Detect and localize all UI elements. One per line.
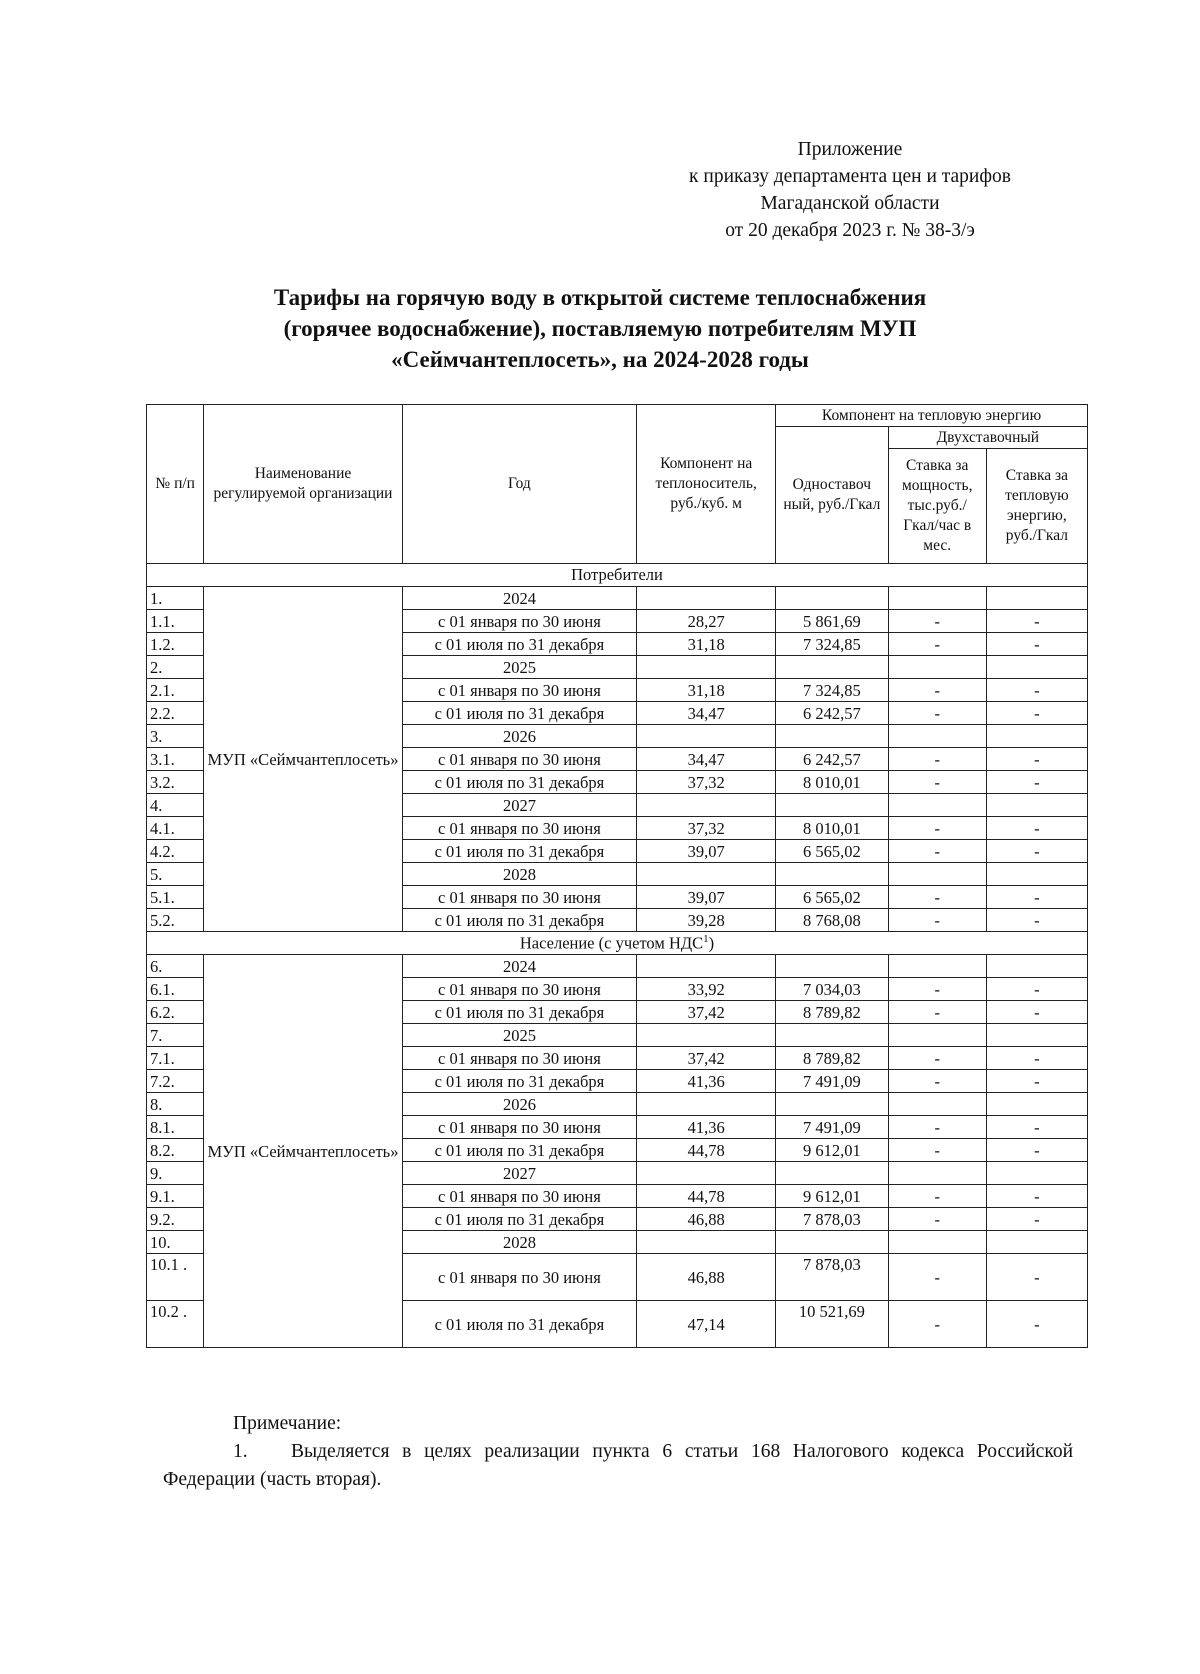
one-rate-value — [776, 587, 889, 610]
row-number: 9.1. — [147, 1185, 204, 1208]
year-label: 2026 — [402, 725, 637, 748]
appendix-header — [600, 136, 1100, 244]
energy-rate-value — [986, 656, 1087, 679]
row-number: 4.2. — [147, 840, 204, 863]
carrier-value — [637, 863, 776, 886]
period-label: с 01 июля по 31 декабря — [402, 1139, 637, 1162]
carrier-value — [637, 656, 776, 679]
carrier-value: 37,42 — [637, 1001, 776, 1024]
period-label: с 01 июля по 31 декабря — [402, 1208, 637, 1231]
appendix-line: Приложение — [797, 139, 903, 160]
energy-rate-value: - — [986, 633, 1087, 656]
row-number: 3.2. — [147, 771, 204, 794]
one-rate-value — [776, 1024, 889, 1047]
period-label: с 01 июля по 31 декабря — [402, 633, 637, 656]
one-rate-value: 7 034,03 — [776, 978, 889, 1001]
energy-rate-value — [986, 1162, 1087, 1185]
energy-rate-value: - — [986, 1047, 1087, 1070]
header-energy-component: Компонент на тепловую энергию — [776, 405, 1088, 427]
one-rate-value: 10 521,69 — [776, 1301, 889, 1348]
energy-rate-value — [986, 955, 1087, 978]
one-rate-value: 7 491,09 — [776, 1070, 889, 1093]
period-label: с 01 июля по 31 декабря — [402, 702, 637, 725]
capacity-rate-value: - — [888, 748, 986, 771]
energy-rate-value: - — [986, 1301, 1087, 1348]
energy-rate-value: - — [986, 702, 1087, 725]
energy-rate-value: - — [986, 771, 1087, 794]
organization-name: МУП «Сеймчантеплосеть» — [204, 955, 402, 1348]
one-rate-value: 6 242,57 — [776, 702, 889, 725]
row-number: 1. — [147, 587, 204, 610]
period-label: с 01 января по 30 июня — [402, 1116, 637, 1139]
row-number: 8.2. — [147, 1139, 204, 1162]
carrier-value — [637, 1093, 776, 1116]
year-label: 2024 — [402, 587, 637, 610]
year-label: 2027 — [402, 794, 637, 817]
period-label: с 01 июля по 31 декабря — [402, 1301, 637, 1348]
document-title — [150, 282, 1050, 375]
one-rate-value: 7 878,03 — [776, 1254, 889, 1301]
row-number: 4.1. — [147, 817, 204, 840]
year-label: 2028 — [402, 1231, 637, 1254]
carrier-value: 39,07 — [637, 840, 776, 863]
energy-rate-value: - — [986, 1139, 1087, 1162]
header-two-rate: Двухставочный — [888, 427, 1087, 449]
one-rate-value: 5 861,69 — [776, 610, 889, 633]
carrier-value: 34,47 — [637, 748, 776, 771]
capacity-rate-value: - — [888, 633, 986, 656]
one-rate-value: 8 010,01 — [776, 771, 889, 794]
capacity-rate-value — [888, 656, 986, 679]
capacity-rate-value: - — [888, 679, 986, 702]
one-rate-value: 8 789,82 — [776, 1001, 889, 1024]
row-number: 6.1. — [147, 978, 204, 1001]
carrier-value — [637, 955, 776, 978]
row-number: 8.1. — [147, 1116, 204, 1139]
row-number: 9. — [147, 1162, 204, 1185]
capacity-rate-value — [888, 1093, 986, 1116]
appendix-line: Магаданской области — [760, 193, 940, 214]
one-rate-value: 7 324,85 — [776, 633, 889, 656]
carrier-value: 37,42 — [637, 1047, 776, 1070]
section-label-end: ) — [708, 933, 715, 953]
carrier-value: 37,32 — [637, 817, 776, 840]
energy-rate-value — [986, 1024, 1087, 1047]
energy-rate-value: - — [986, 1070, 1087, 1093]
carrier-value: 46,88 — [637, 1254, 776, 1301]
carrier-value: 41,36 — [637, 1070, 776, 1093]
energy-rate-value: - — [986, 1001, 1087, 1024]
energy-rate-value: - — [986, 840, 1087, 863]
energy-rate-value — [986, 587, 1087, 610]
carrier-value: 34,47 — [637, 702, 776, 725]
appendix-line: к приказу департамента цен и тарифов — [689, 166, 1011, 187]
capacity-rate-value — [888, 1231, 986, 1254]
year-row — [147, 587, 1088, 610]
note-item-text: Выделяется в целях реализации пункта 6 статьи 168 Налогового кодекса Российской Федерации (часть вторая). — [163, 1441, 1073, 1490]
capacity-rate-value: - — [888, 1116, 986, 1139]
capacity-rate-value: - — [888, 1139, 986, 1162]
row-number: 2.1. — [147, 679, 204, 702]
energy-rate-value: - — [986, 1185, 1087, 1208]
period-label: с 01 января по 30 июня — [402, 610, 637, 633]
carrier-value: 33,92 — [637, 978, 776, 1001]
energy-rate-value: - — [986, 748, 1087, 771]
year-label: 2028 — [402, 863, 637, 886]
capacity-rate-value: - — [888, 1301, 986, 1348]
energy-rate-value: - — [986, 1116, 1087, 1139]
row-number: 10. — [147, 1231, 204, 1254]
capacity-rate-value: - — [888, 909, 986, 932]
title-line: (горячее водоснабжение), поставляемую потребителям МУП — [283, 316, 917, 341]
one-rate-value: 8 010,01 — [776, 817, 889, 840]
energy-rate-value: - — [986, 610, 1087, 633]
row-number: 10.1 . — [147, 1254, 204, 1301]
capacity-rate-value: - — [888, 817, 986, 840]
capacity-rate-value — [888, 955, 986, 978]
carrier-value: 39,28 — [637, 909, 776, 932]
row-number: 2. — [147, 656, 204, 679]
row-number: 6. — [147, 955, 204, 978]
energy-rate-value: - — [986, 817, 1087, 840]
header-year: Год — [402, 405, 637, 564]
year-label: 2027 — [402, 1162, 637, 1185]
appendix-line: от 20 декабря 2023 г. № 38-3/э — [725, 220, 975, 241]
tariff-table — [146, 404, 1088, 1348]
one-rate-value: 9 612,01 — [776, 1139, 889, 1162]
note-block — [163, 1410, 1073, 1494]
one-rate-value: 7 324,85 — [776, 679, 889, 702]
header-num: № п/п — [147, 405, 204, 564]
capacity-rate-value: - — [888, 1070, 986, 1093]
one-rate-value — [776, 955, 889, 978]
title-line: Тарифы на горячую воду в открытой системе теплоснабжения — [273, 285, 927, 310]
one-rate-value: 8 789,82 — [776, 1047, 889, 1070]
section-label — [147, 932, 1088, 955]
one-rate-value — [776, 794, 889, 817]
section-label-text: Потребители — [571, 565, 663, 584]
period-label: с 01 июля по 31 декабря — [402, 771, 637, 794]
carrier-value — [637, 1162, 776, 1185]
row-number: 7.1. — [147, 1047, 204, 1070]
period-label: с 01 июля по 31 декабря — [402, 840, 637, 863]
capacity-rate-value: - — [888, 840, 986, 863]
one-rate-value: 6 242,57 — [776, 748, 889, 771]
year-row — [147, 955, 1088, 978]
period-label: с 01 июля по 31 декабря — [402, 909, 637, 932]
section-label-text: Население (с учетом НДС — [519, 933, 704, 953]
header-energy-rate: Ставка за тепловую энергию, руб./Гкал — [986, 449, 1087, 564]
row-number: 9.2. — [147, 1208, 204, 1231]
row-number: 2.2. — [147, 702, 204, 725]
year-label: 2025 — [402, 656, 637, 679]
energy-rate-value: - — [986, 886, 1087, 909]
row-number: 8. — [147, 1093, 204, 1116]
one-rate-value: 9 612,01 — [776, 1185, 889, 1208]
period-label: с 01 июля по 31 декабря — [402, 1070, 637, 1093]
row-number: 5.1. — [147, 886, 204, 909]
period-label: с 01 января по 30 июня — [402, 886, 637, 909]
capacity-rate-value: - — [888, 886, 986, 909]
section-label — [147, 564, 1088, 587]
capacity-rate-value: - — [888, 771, 986, 794]
row-number: 5.2. — [147, 909, 204, 932]
year-label: 2024 — [402, 955, 637, 978]
period-label: с 01 июля по 31 декабря — [402, 1001, 637, 1024]
period-label: с 01 января по 30 июня — [402, 817, 637, 840]
row-number: 6.2. — [147, 1001, 204, 1024]
capacity-rate-value: - — [888, 1047, 986, 1070]
energy-rate-value: - — [986, 1254, 1087, 1301]
header-org: Наименование регулируемой организации — [204, 405, 402, 564]
footnote-marker: 1 — [703, 932, 709, 945]
capacity-rate-value: - — [888, 610, 986, 633]
carrier-value — [637, 1231, 776, 1254]
capacity-rate-value: - — [888, 1208, 986, 1231]
period-label: с 01 января по 30 июня — [402, 679, 637, 702]
capacity-rate-value: - — [888, 1254, 986, 1301]
note-item-number: 1. — [233, 1441, 248, 1462]
one-rate-value: 7 491,09 — [776, 1116, 889, 1139]
header-capacity-rate: Ставка за мощность, тыс.руб./ Гкал/час в мес. — [888, 449, 986, 564]
one-rate-value — [776, 863, 889, 886]
row-number: 5. — [147, 863, 204, 886]
section-header-row — [147, 564, 1088, 587]
row-number: 7. — [147, 1024, 204, 1047]
one-rate-value — [776, 725, 889, 748]
period-label: с 01 января по 30 июня — [402, 978, 637, 1001]
table-header — [147, 405, 1088, 564]
carrier-value: 46,88 — [637, 1208, 776, 1231]
carrier-value: 41,36 — [637, 1116, 776, 1139]
carrier-value — [637, 1024, 776, 1047]
one-rate-value: 8 768,08 — [776, 909, 889, 932]
energy-rate-value — [986, 1093, 1087, 1116]
carrier-value — [637, 725, 776, 748]
period-label: с 01 января по 30 июня — [402, 1047, 637, 1070]
carrier-value — [637, 587, 776, 610]
capacity-rate-value — [888, 1162, 986, 1185]
carrier-value: 37,32 — [637, 771, 776, 794]
section-header-row — [147, 932, 1088, 955]
organization-name: МУП «Сеймчантеплосеть» — [204, 587, 402, 932]
energy-rate-value: - — [986, 1208, 1087, 1231]
carrier-value: 31,18 — [637, 633, 776, 656]
capacity-rate-value — [888, 587, 986, 610]
capacity-rate-value — [888, 863, 986, 886]
carrier-value: 47,14 — [637, 1301, 776, 1348]
row-number: 4. — [147, 794, 204, 817]
period-label: с 01 января по 30 июня — [402, 748, 637, 771]
energy-rate-value: - — [986, 909, 1087, 932]
carrier-value: 31,18 — [637, 679, 776, 702]
capacity-rate-value: - — [888, 702, 986, 725]
carrier-value — [637, 794, 776, 817]
note-heading: Примечание: — [233, 1413, 342, 1434]
one-rate-value: 7 878,03 — [776, 1208, 889, 1231]
energy-rate-value: - — [986, 978, 1087, 1001]
one-rate-value — [776, 656, 889, 679]
one-rate-value — [776, 1093, 889, 1116]
energy-rate-value: - — [986, 679, 1087, 702]
carrier-value: 44,78 — [637, 1185, 776, 1208]
one-rate-value — [776, 1162, 889, 1185]
row-number: 10.2 . — [147, 1301, 204, 1348]
table-body — [147, 564, 1088, 1348]
row-number: 7.2. — [147, 1070, 204, 1093]
header-one-rate: Одноставоч ный, руб./Гкал — [776, 427, 889, 564]
capacity-rate-value: - — [888, 978, 986, 1001]
carrier-value: 39,07 — [637, 886, 776, 909]
year-label: 2026 — [402, 1093, 637, 1116]
carrier-value: 28,27 — [637, 610, 776, 633]
capacity-rate-value — [888, 1024, 986, 1047]
carrier-value: 44,78 — [637, 1139, 776, 1162]
period-label: с 01 января по 30 июня — [402, 1185, 637, 1208]
one-rate-value: 6 565,02 — [776, 840, 889, 863]
one-rate-value — [776, 1231, 889, 1254]
row-number: 3. — [147, 725, 204, 748]
capacity-rate-value — [888, 794, 986, 817]
capacity-rate-value: - — [888, 1001, 986, 1024]
year-label: 2025 — [402, 1024, 637, 1047]
capacity-rate-value: - — [888, 1185, 986, 1208]
capacity-rate-value — [888, 725, 986, 748]
period-label: с 01 января по 30 июня — [402, 1254, 637, 1301]
energy-rate-value — [986, 863, 1087, 886]
header-carrier: Компонент на теплоноситель, руб./куб. м — [637, 405, 776, 564]
one-rate-value: 6 565,02 — [776, 886, 889, 909]
energy-rate-value — [986, 1231, 1087, 1254]
row-number: 1.2. — [147, 633, 204, 656]
title-line: «Сеймчантеплосеть», на 2024-2028 годы — [391, 347, 809, 372]
row-number: 1.1. — [147, 610, 204, 633]
note-item — [163, 1438, 1073, 1494]
energy-rate-value — [986, 725, 1087, 748]
row-number: 3.1. — [147, 748, 204, 771]
energy-rate-value — [986, 794, 1087, 817]
